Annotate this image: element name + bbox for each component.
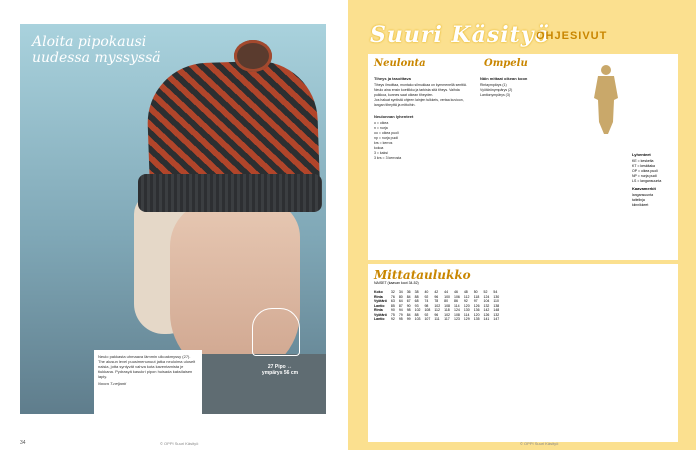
size-cell: 88 <box>414 312 419 317</box>
size-cell: 67 <box>406 299 411 303</box>
size-cell: 118 <box>473 294 480 299</box>
brand-title: Suuri Käsityö <box>370 22 551 48</box>
size-cell: 34 <box>398 290 403 294</box>
size-row-label: Koko <box>374 290 383 294</box>
size-cell: 130 <box>463 308 470 312</box>
size-cell: 102 <box>434 303 441 308</box>
hat-sketch-icon <box>252 308 300 356</box>
size-cell: 136 <box>473 308 480 312</box>
size-cell: 124 <box>483 294 490 299</box>
lyhenne: 3 krs = 3 kerrosta <box>374 156 402 160</box>
size-cell: 98 <box>424 303 429 308</box>
size-cell: 88 <box>414 294 419 299</box>
size-cell: 104 <box>483 299 490 303</box>
size-cell: 48 <box>463 290 468 294</box>
size-cell: 96 <box>434 312 439 317</box>
size-table <box>372 290 501 322</box>
size-cell: 141 <box>483 317 490 321</box>
size-cell: 36 <box>406 290 411 294</box>
size-cell: 123 <box>454 317 460 321</box>
size-cell: 84 <box>406 312 411 317</box>
size-cell: 74 <box>424 299 429 303</box>
lyhenne: o = oikea <box>374 121 389 125</box>
size-table-title: Mittataulukko <box>374 268 471 282</box>
right-footer: © OPPI Suuri Käsityö <box>520 441 559 446</box>
legend-item: langansuunta <box>632 193 654 197</box>
body-silhouette-icon <box>588 64 624 134</box>
legend-item: LS = langansuunta <box>632 179 662 183</box>
size-cell: 75 <box>390 312 395 317</box>
legend-item: NP = nurja puoli <box>632 174 657 178</box>
lyhenne: kokoa <box>374 146 384 150</box>
size-cell: 129 <box>463 317 470 321</box>
size-cell: 126 <box>483 312 490 317</box>
size-cell: 86 <box>454 299 458 303</box>
size-cell: 112 <box>463 294 470 299</box>
size-cell: 112 <box>434 308 440 312</box>
size-row-label: Lantio <box>374 303 385 308</box>
size-cell: 92 <box>424 294 429 299</box>
photo-title: Aloita pipokausi uudessa myssyssä <box>32 34 161 66</box>
page-number: 34 <box>20 440 26 446</box>
size-cell: 99 <box>406 317 411 321</box>
lyhenne: 3 = kaksi <box>374 151 388 155</box>
ompelu-title: Ompelu <box>484 58 528 69</box>
size-cell: 32 <box>390 290 395 294</box>
neulonta-item: Tiheys ja tasoittava <box>374 76 411 81</box>
size-cell: 68 <box>414 299 419 303</box>
size-cell: 80 <box>398 294 403 299</box>
size-cell: 108 <box>444 303 450 308</box>
neulonta-item: Jos haluat syntistä ohjeen lainjen tulkkeis, vertaa kuvioon, langan tiheyttä ja mittoihin. <box>374 98 464 107</box>
size-cell: 135 <box>473 317 480 321</box>
ompelu-line: Rintaympärys (1) <box>480 83 507 87</box>
size-cell: 94 <box>398 308 403 312</box>
size-cell: 50 <box>473 290 478 294</box>
size-cell: 87 <box>398 303 403 308</box>
size-cell: 84 <box>406 294 411 299</box>
size-row-label: Rinta <box>374 308 383 312</box>
size-cell: 142 <box>483 308 490 312</box>
lyhenne: np = nurja puoli <box>374 136 399 140</box>
sketch-caption-line: ympärys 56 cm <box>261 370 299 376</box>
size-cell: 93 <box>414 303 419 308</box>
ompelu-line: Lantionympärys (3) <box>480 93 510 97</box>
size-table-subtitle: NAISET (kaavan koot 34-52) <box>374 281 419 285</box>
info-box <box>94 350 202 414</box>
size-cell: 92 <box>463 299 468 303</box>
size-cell: 100 <box>444 294 450 299</box>
size-cell: 46 <box>454 290 458 294</box>
sketch-caption <box>250 364 310 376</box>
size-cell: 120 <box>473 312 480 317</box>
neulonta-item: Neulo aina ensin koetilkku ja tarkista sitä tiheys. Vaihda puikkoa, kunnes saat oikean tiheyden. <box>374 88 460 97</box>
neulonta-item: Tiheys ilmoittaa, montako silmukkaa on kymmenellä senttiä. <box>374 83 467 87</box>
lyhenne: krs = kerros <box>374 141 393 145</box>
legend-item: Lyhenteet <box>632 152 651 157</box>
size-cell: 117 <box>444 317 450 321</box>
size-cell: 44 <box>444 290 449 294</box>
signature: Noora T-neljanti <box>98 381 127 386</box>
size-cell: 96 <box>434 294 439 299</box>
size-cell: 92 <box>390 317 395 321</box>
size-cell: 132 <box>493 312 500 317</box>
size-cell: 108 <box>454 312 460 317</box>
size-cell: 132 <box>483 303 490 308</box>
size-cell: 95 <box>398 317 403 321</box>
size-cell: 78 <box>434 299 439 303</box>
legend-item: taitelinja <box>632 198 645 202</box>
size-cell: 126 <box>473 303 480 308</box>
size-cell: 102 <box>444 312 450 317</box>
legend-item: KE = keskelta <box>632 159 654 163</box>
size-row-label: Vyötärö <box>374 299 387 303</box>
lyhenteet-title: Neulonnan lyhenteet <box>374 114 414 119</box>
size-row-label: Lantio <box>374 317 385 321</box>
size-cell: 79 <box>398 312 403 317</box>
legend-item: OP = oikea puoli <box>632 169 658 173</box>
size-cell: 92 <box>424 312 429 317</box>
size-cell: 97 <box>473 299 478 303</box>
ompelu-column <box>480 74 576 98</box>
left-footer: © OPPI Suuri Käsityö <box>160 441 199 446</box>
legend-item: KT = keskitaka <box>632 164 655 168</box>
info-text: Neulo pakkasta uhmaava lämmin ulkoakmyssy (27). The alusun level puusimenunuut jatka neuloima uloselt naisia, jotta syntyvät vahva kota kaventamista je tiukkana. Pydrasyä kasukri pipon huisada kaksilaisen lapiy. <box>98 354 196 379</box>
size-cell: 85 <box>390 303 395 308</box>
size-cell: 130 <box>493 294 500 299</box>
size-cell: 40 <box>424 290 429 294</box>
size-cell: 114 <box>463 312 470 317</box>
legend-item: kiinnikkeet <box>632 203 649 207</box>
size-cell: 38 <box>414 290 419 294</box>
size-cell: 124 <box>454 308 460 312</box>
size-cell: 64 <box>398 299 403 303</box>
sketch-caption-line: 27 Pipo ↔ <box>267 364 293 370</box>
size-cell: 80 <box>444 299 449 303</box>
legend-column <box>632 150 661 208</box>
size-cell: 108 <box>424 308 431 312</box>
legend-item: Kaavamerkit <box>632 186 656 191</box>
size-cell: 118 <box>444 308 450 312</box>
lyhenne: oo = oikea puoli <box>374 131 399 135</box>
size-cell: 76 <box>390 294 395 299</box>
size-cell: 90 <box>390 308 395 312</box>
size-cell: 52 <box>483 290 488 294</box>
ompelu-line: Näin mittaat oikean koon <box>480 76 528 81</box>
pompom-shape <box>234 40 272 72</box>
size-cell: 42 <box>434 290 439 294</box>
size-cell: 147 <box>493 317 500 321</box>
neulonta-title: Neulonta <box>374 58 426 69</box>
size-cell: 111 <box>434 317 440 321</box>
size-cell: 110 <box>493 299 499 303</box>
size-row-label: Vyötärö <box>374 312 387 317</box>
neulonta-column <box>374 74 470 161</box>
size-cell: 114 <box>454 303 460 308</box>
size-cell: 103 <box>414 317 421 321</box>
size-row-label: Rinta <box>374 294 383 299</box>
size-cell: 138 <box>493 303 500 308</box>
size-cell: 106 <box>454 294 460 299</box>
size-cell: 107 <box>424 317 431 321</box>
size-cell: 98 <box>406 308 411 312</box>
size-cell: 102 <box>414 308 421 312</box>
ompelu-line: Vyötärönympärys (2) <box>480 88 513 92</box>
size-cell: 120 <box>463 303 470 308</box>
lyhenne: n = nurja <box>374 126 388 130</box>
size-cell: 148 <box>493 308 500 312</box>
size-cell: 54 <box>493 290 498 294</box>
hat-brim-shape <box>138 174 322 212</box>
size-cell: 90 <box>406 303 411 308</box>
size-cell: 63 <box>390 299 395 303</box>
brand-subtitle: OHJESIVUT <box>536 30 608 42</box>
size-row <box>372 317 501 322</box>
